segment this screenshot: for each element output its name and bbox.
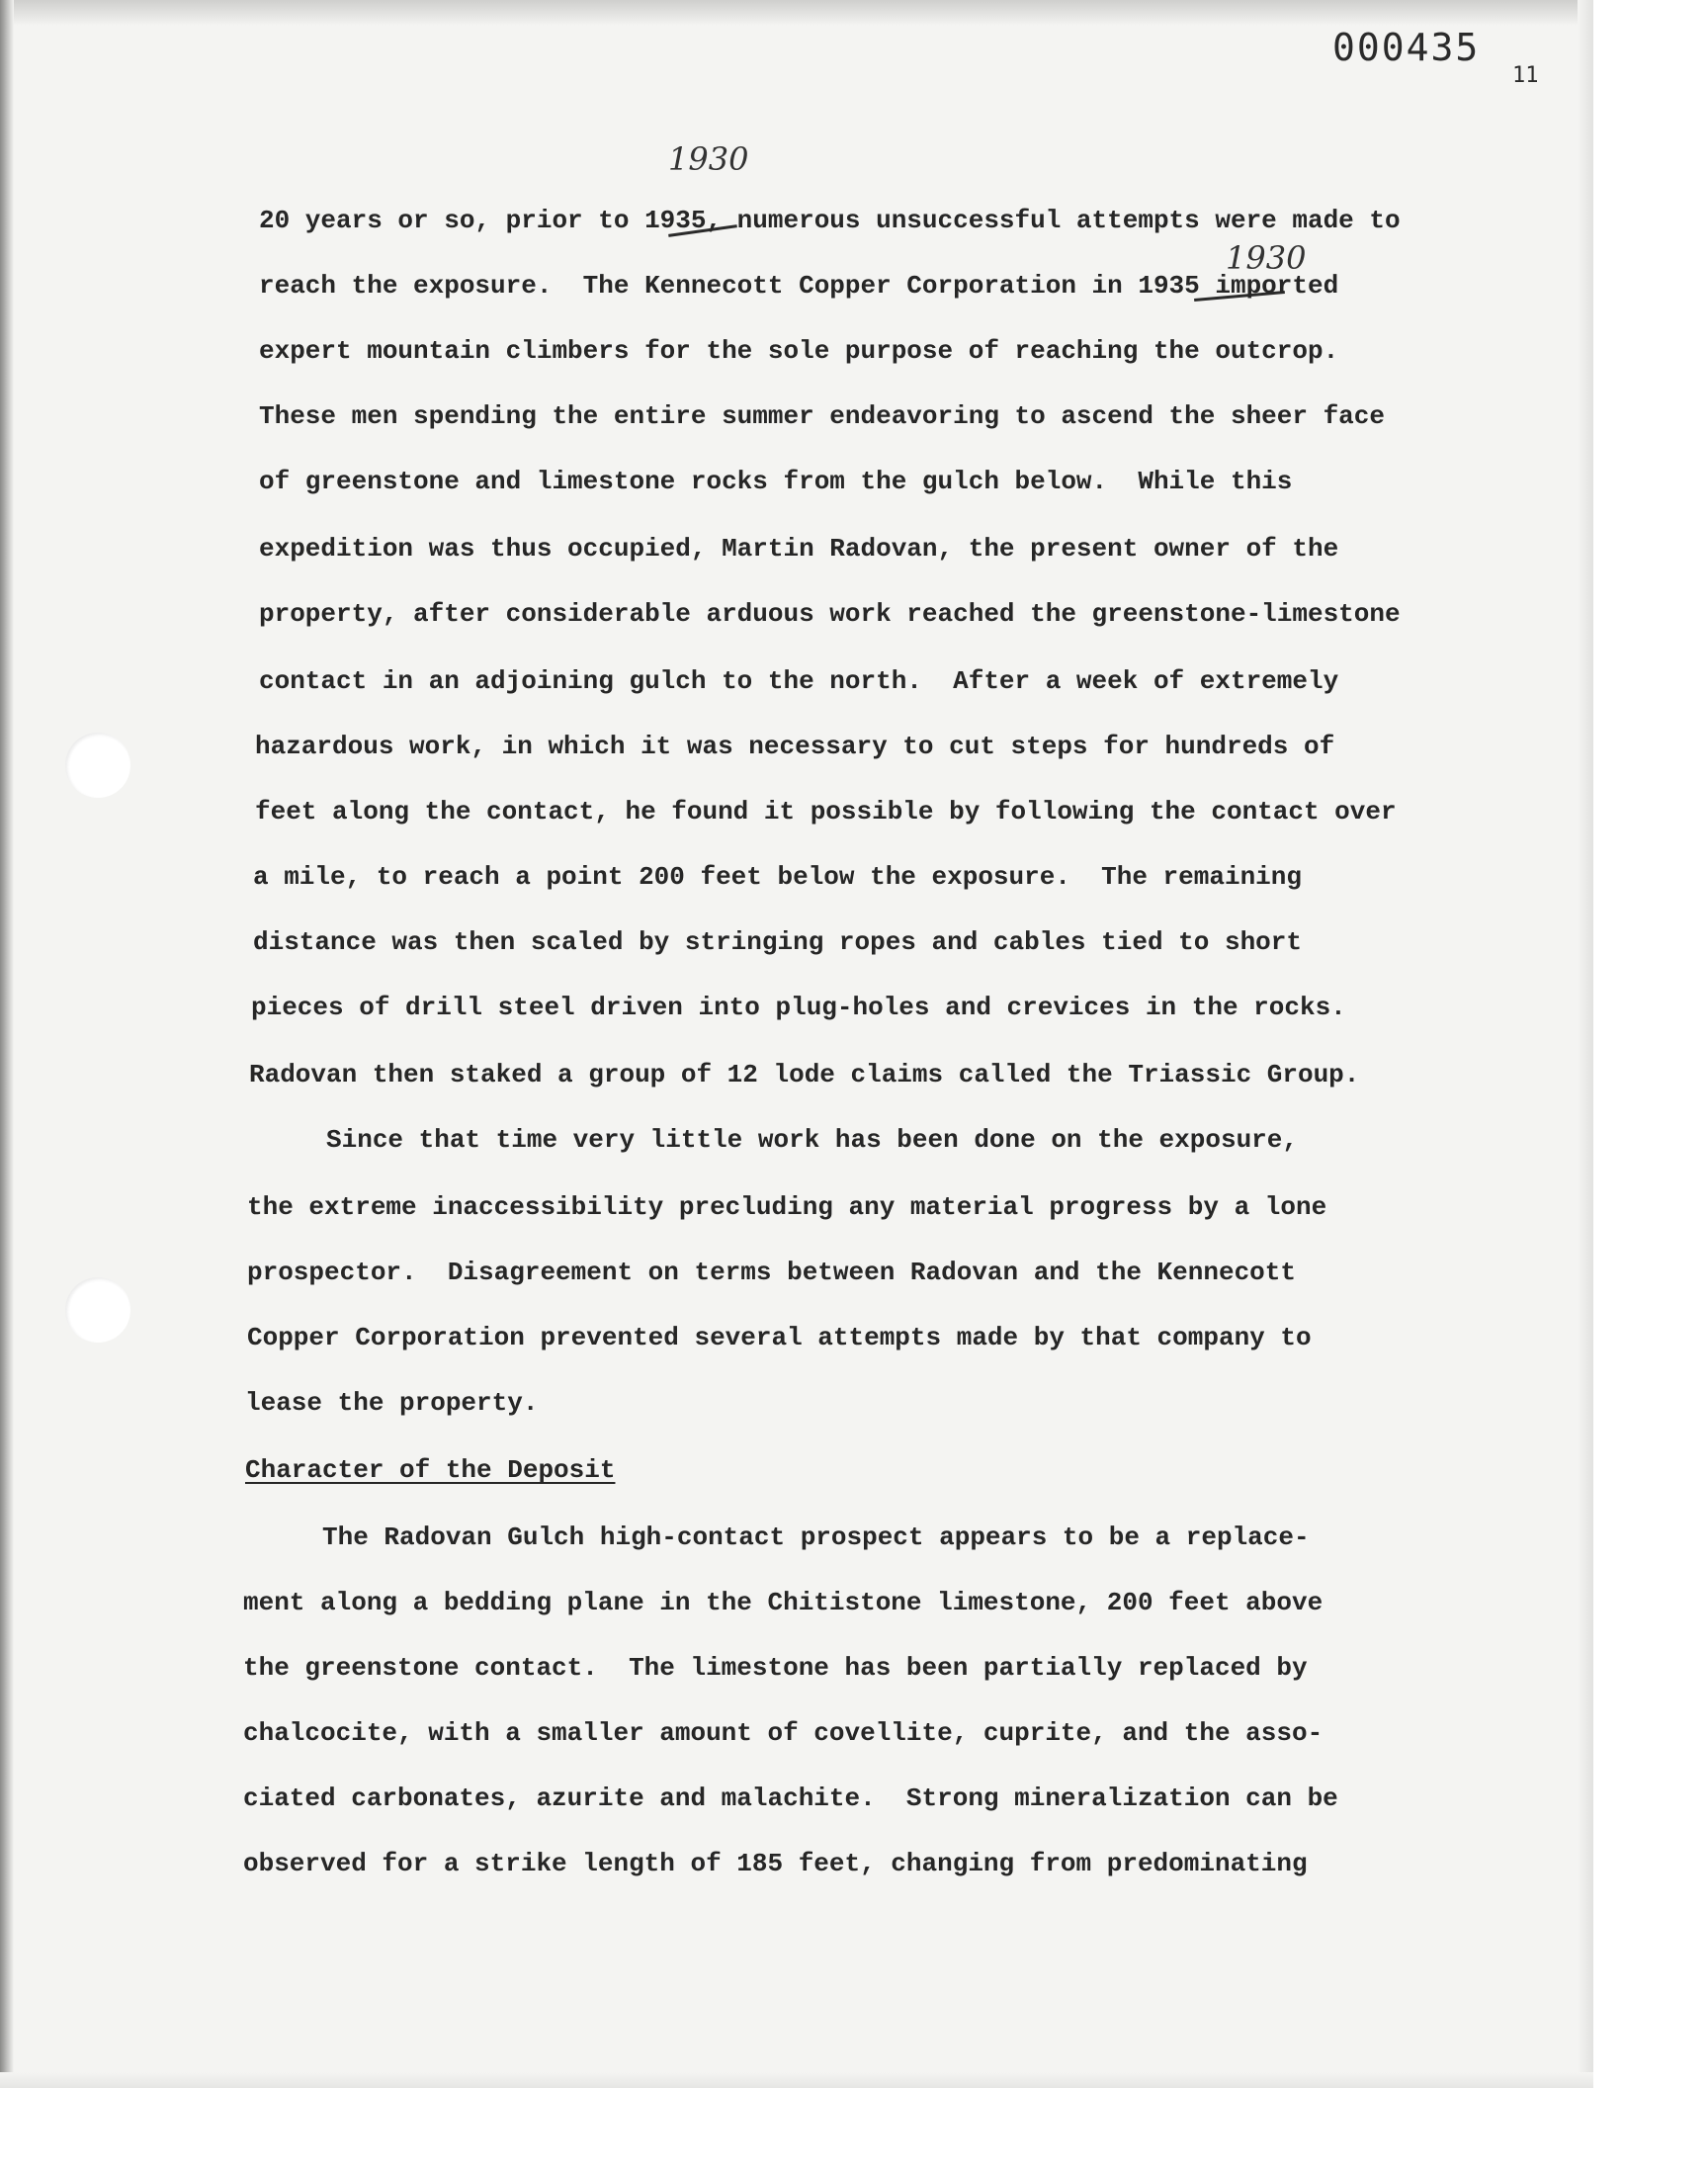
page-subnumber: 11 xyxy=(1512,63,1539,88)
body-line: observed for a strike length of 185 feet, changing from predominating xyxy=(243,1849,1308,1878)
sheet-left-edge-shadow xyxy=(0,0,14,2088)
body-line: chalcocite, with a smaller amount of covellite, cuprite, and the asso- xyxy=(243,1718,1324,1748)
body-line: feet along the contact, he found it possible by following the contact over xyxy=(255,797,1397,826)
body-line: expedition was thus occupied, Martin Radovan, the present owner of the xyxy=(259,534,1339,564)
body-line: the extreme inaccessibility precluding any material progress by a lone xyxy=(247,1192,1327,1222)
body-line: prospector. Disagreement on terms between Radovan and the Kennecott xyxy=(247,1258,1296,1287)
body-line: Copper Corporation prevented several attempts made by that company to xyxy=(247,1323,1312,1352)
paragraph-start-line: Since that time very little work has been done on the exposure, xyxy=(249,1125,1298,1155)
body-line: the greenstone contact. The limestone has been partially replaced by xyxy=(243,1653,1308,1683)
sheet-right-edge-shadow xyxy=(1578,0,1593,2088)
section-heading: Character of the Deposit xyxy=(245,1455,616,1485)
body-line: distance was then scaled by stringing ropes and cables tied to short xyxy=(253,927,1302,957)
page-number: 000435 xyxy=(1332,26,1481,69)
body-line: contact in an adjoining gulch to the north. After a week of extremely xyxy=(259,666,1339,696)
body-line: These men spending the entire summer endeavoring to ascend the sheer face xyxy=(259,401,1385,431)
body-line: hazardous work, in which it was necessary to cut steps for hundreds of xyxy=(255,732,1335,761)
punch-hole-upper xyxy=(65,733,130,798)
body-line: reach the exposure. The Kennecott Copper Corporation in 1935 imported xyxy=(259,271,1339,301)
body-line: a mile, to reach a point 200 feet below the exposure. The remaining xyxy=(253,862,1302,892)
body-line: expert mountain climbers for the sole purpose of reaching the outcrop. xyxy=(259,336,1339,366)
paragraph-start-line: The Radovan Gulch high-contact prospect appears to be a replace- xyxy=(245,1522,1310,1552)
body-line: ment along a bedding plane in the Chitistone limestone, 200 feet above xyxy=(243,1588,1324,1617)
punch-hole-lower xyxy=(65,1277,130,1343)
handwritten-correction-year: 1930 xyxy=(668,140,749,178)
handwritten-correction-year: 1930 xyxy=(1226,239,1307,277)
body-line: property, after considerable arduous work reached the greenstone-limestone xyxy=(259,599,1401,629)
sheet-bottom-edge-shadow xyxy=(0,2072,1593,2088)
body-line: of greenstone and limestone rocks from the gulch below. While this xyxy=(259,467,1293,496)
body-line: 20 years or so, prior to 1935, numerous unsuccessful attempts were made to xyxy=(259,206,1401,235)
body-line: Radovan then staked a group of 12 lode claims called the Triassic Group. xyxy=(249,1060,1360,1089)
body-line: ciated carbonates, azurite and malachite. Strong mineralization can be xyxy=(243,1784,1338,1813)
body-line: lease the property. xyxy=(245,1388,539,1418)
sheet-top-edge-shadow xyxy=(0,0,1593,26)
body-line: pieces of drill steel driven into plug-holes and crevices in the rocks. xyxy=(251,993,1346,1022)
